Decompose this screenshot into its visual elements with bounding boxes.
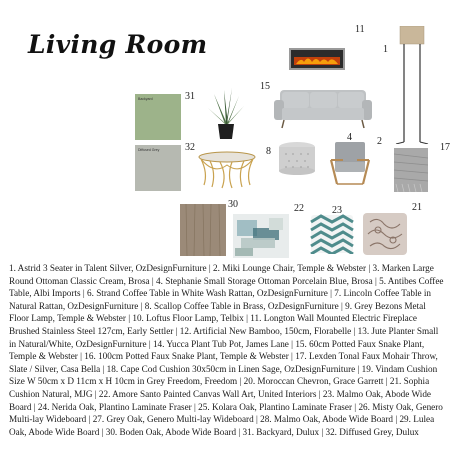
label-23: 23 [332, 205, 342, 216]
label-30: 30 [228, 199, 238, 210]
potted-plant [206, 84, 246, 140]
swatch-label-diffused-grey: Diffused Grey [138, 148, 160, 152]
label-1: 1 [383, 44, 388, 55]
wall-fireplace [289, 48, 345, 70]
label-22: 22 [294, 203, 304, 214]
sophia-cushion [362, 212, 408, 256]
chevron-cushion [310, 214, 354, 254]
label-8: 8 [266, 146, 271, 157]
board-title: Living Room [28, 30, 208, 59]
label-2: 2 [377, 136, 382, 147]
floor-lamp [392, 26, 432, 144]
round-ottoman [278, 141, 316, 175]
label-31: 31 [185, 91, 195, 102]
label-17: 17 [440, 142, 450, 153]
label-11: 11 [355, 24, 365, 35]
timber-floor-sample [180, 204, 226, 256]
canvas-wall-art [233, 214, 289, 258]
brass-coffee-table [198, 151, 256, 189]
swatch-label-backyard: Backyard [138, 97, 153, 101]
label-32: 32 [185, 142, 195, 153]
product-list-caption: 1. Astrid 3 Seater in Talent Silver, OzDesignFurniture | 2. Miki Lounge Chair, Temple & Webster | 3. Marken Large Round Ottoman Classic Cream, Brosa | 4. Stephanie Small Storage Ottoman Porcelain Blue, Brosa | 5. Antibes Coffee Table, Albi Imports | 6. Strand Coffee Table in White Wash Rattan, OzDesignFurniture | 7. Lincoln Coffee Table in Natural Rattan, OzDesignFurniture | 8. Scallop Coffee Table in Brass, OzDesignFurniture | 9. Grey Bezons Metal Floor Lamp, Temple & Webster | 10. Loftus Floor Lamp, Telbix | 11. Longton Wall Mounted Electric Fireplace Brushed Stainless Steel 127cm, Early Settler | 12. Artificial New Bamboo, 150cm, Florabelle | 13. Jute Planter Small in Natural/White, OzDesignFurniture | 14. Yucca Plant Tub Pot, James Lane | 15. 60cm Potted Faux Snake Plant, Temple & Webster | 16. 100cm Potted Faux Snake Plant, Temple & Webster | 17. Lexden Tonal Faux Mohair Throw, Slate / Silver, Casa Bella | 18. Cape Cod Cushion 30x50cm in Linen Sage, OzDesignFurniture | 19. Vindam Cushion Size W 50cm x D 11cm x H 10cm in Grey Freedom, Freedom | 20. Moroccan Chevron, Grace Garrett | 21. Sophia Cushion Natural, MJG | 22. Amore Santo Painted Canvas Wall Art, United Interiors | 23. Malmo Oak, Abode Wide Board | 24. Nerida Oak, Plantino Laminate Fraser | 25. Kolara Oak, Plantino Laminate Fraser | 26. Misty Oak, Genero Multi-lay Wideboard | 27. Grey Oak, Genero Multi-lay Wideboard | 28. Malmo Oak, Abode Wide Board | 29. Lulea Oak, Abode Wide Board | 30. Boden Oak, Abode Wide Board | 31. Backyard, Dulux | 32. Diffused Grey, Dulux [9, 263, 444, 437]
label-21: 21 [412, 202, 422, 213]
three-seater-sofa [274, 88, 372, 130]
lounge-chair [329, 140, 371, 186]
label-4: 4 [347, 132, 352, 143]
mohair-throw [394, 148, 428, 192]
label-15: 15 [260, 81, 270, 92]
